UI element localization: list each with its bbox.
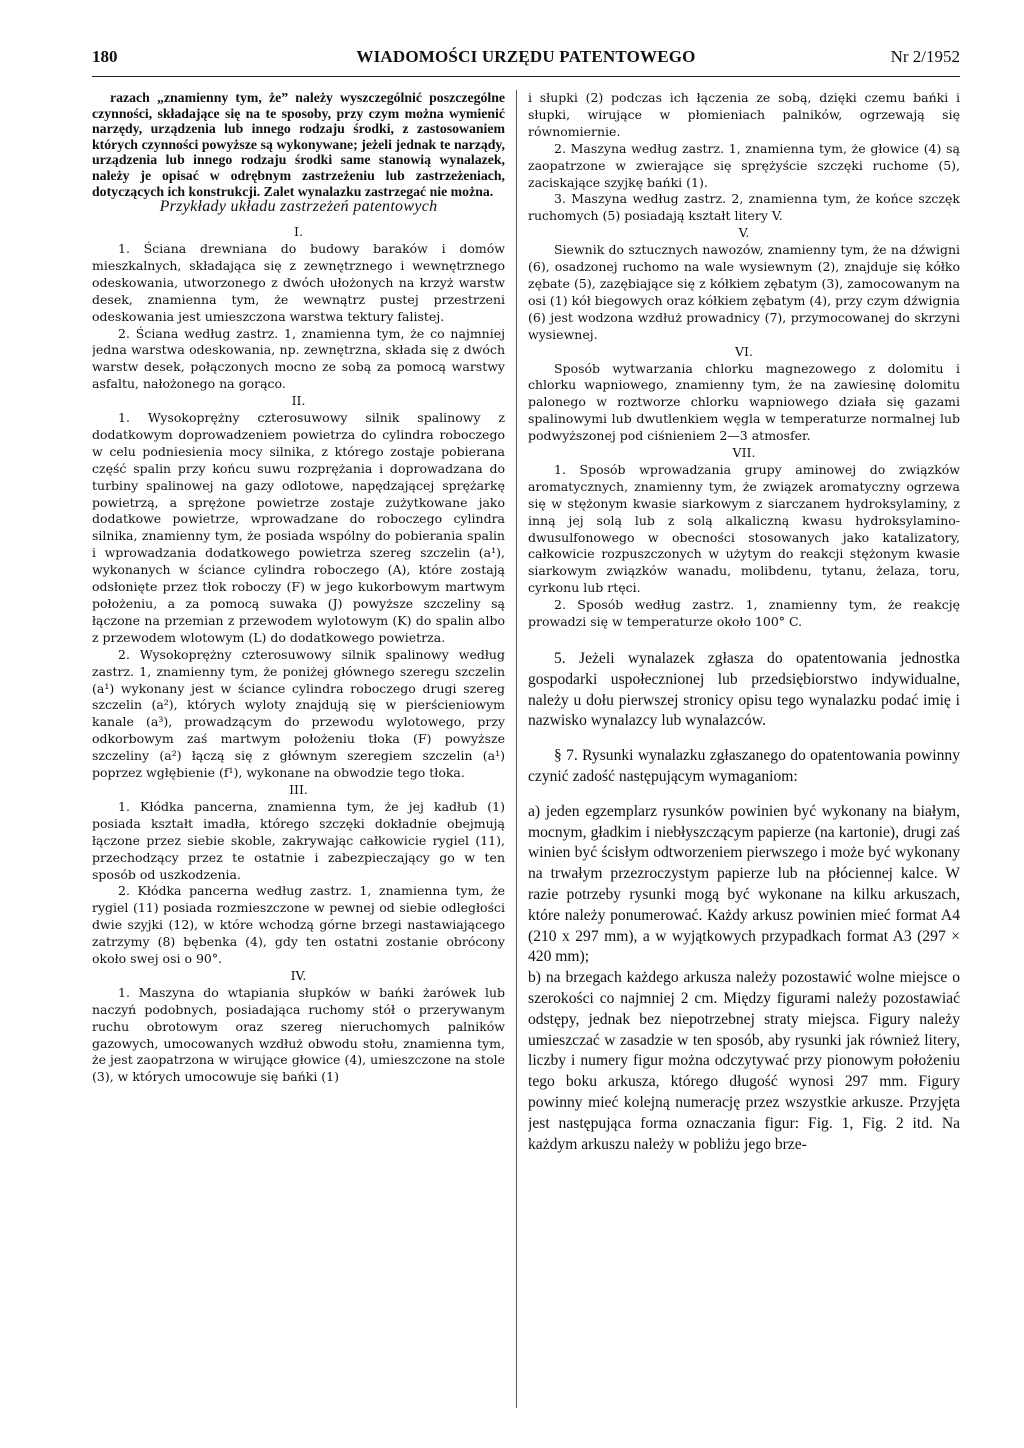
- section-title: Przykłady układu zastrzeżeń patentowych: [159, 198, 438, 216]
- drawing-requirement-a: a) jeden egzemplarz rysunków powinien być wykonany na białym, mocnym, gładkim i niebłyszczącym papierze (na kartonie), drugi zaś winien być ścisłym odtworzeniem pierwszego i może być wykonany na trwałym przezroczystym papierze lub na płóciennej kalce. W razie potrzeby rysunki mogą być wykonane na kilku arkuszach, które należy ponumerować. Każdy arkusz powinien mieć format A4 (210 x 297 mm), a w wyjątkowych przypadkach format A3 (297 × 420 mm);: [528, 802, 960, 966]
- claim-paragraph: i słupki (2) podczas ich łączenia ze sobą, dzięki czemu bańki i słupki, wirujące w płomieniach palników, ogrzewają się równomiernie.: [528, 90, 960, 139]
- claim-paragraph: 1. Maszyna do wtapiania słupków w bańki żarówek lub naczyń podobnych, posiadająca ruchomy stół o przerywanym ruchu obrotowym oraz szereg nieruchomych palników gazowych, umocowanych wzdłuż obwodu stołu, znamienna tym, że jest zaopatrzona w wirujące głowice (4), umieszczone na stole (3), w których umocowuje się bańki (1): [92, 984, 505, 1085]
- claim-paragraph: 2. Ściana według zastrz. 1, znamienna tym, że co najmniej jedna warstwa odeskowania, np. zewnętrzna, składa się z dwóch warstw desek, połączonych mocno ze sobą za pomocą warstwy asfaltu, nałożonego na gorąco.: [92, 325, 505, 392]
- claim-paragraph: 1. Ściana drewniana do budowy baraków i domów mieszkalnych, składająca się z zewnętrznego i wewnętrznego odeskowania, utworzonego z dwóch ułożonych na krzyż warstw desek, znamienna tym, że wewnątrz pustej przestrzeni odeskowania jest umieszczona warstwa tektury falistej.: [92, 240, 505, 324]
- claim-numeral: VI.: [735, 343, 753, 359]
- claim-paragraph: 2. Sposób według zastrz. 1, znamienny tym, że reakcję prowadzi się w temperaturze około 100° C.: [528, 597, 960, 630]
- intro-paragraph: razach „znamienny tym, że” należy wyszczególnić poszczególne czynności, składające się na te sposoby, przy czym można wymienić narzędy, urządzenia lub innego rodzaju środki, z zastosowaniem których czynności powyższe są wykonywane; jeżeli jednak te narządy, urządzenia lub innego rodzaju środki same stanowią wynalazek, należy je opisać w odrębnym zastrzeżeniu lub zastrzeżeniach, dotyczących ich konstrukcji. Zalet wynalazku zastrzegać nie można.: [92, 90, 505, 199]
- claim-numeral: III.: [289, 781, 308, 797]
- claim-numeral: I.: [294, 224, 303, 240]
- claim-paragraph: 2. Wysokoprężny czterosuwowy silnik spalinowy według zastrz. 1, znamienny tym, że poniżej głównego szeregu szczelin (a¹) wykonany jest w ściance cylindra roboczego drugi szereg szczelin (a²), których wyloty znajdują się w pierścieniowym kanale (a³), prowadzącym do przewodu wylotowego, przy odkorbowym zaś martwym położeniu tłoka (F) powyższe szczeliny (a²) łączą się z głównym szeregiem szczelin (a¹) poprzez wgłębienie (f¹), wykonane na obwodzie tego tłoka.: [92, 646, 505, 781]
- point-5-paragraph: 5. Jeżeli wynalazek zgłasza do opatentowania jednostka gospodarki uspołecznionej lub przedsiębiorstwo indywidualne, należy u dołu pierwszej stronicy opisu tego wynalazku podać imię i nazwisko wynalazcy lub wynalazców.: [528, 650, 960, 730]
- claim-paragraph: 1. Sposób wprowadzania grupy aminowej do związków aromatycznych, znamienny tym, że związek aromatyczny ogrzewa się w stężonym kwasie siarkowym z siarczanem hydroksylaminy, z inną jej solą lub z solą alkaliczną kwasu hydroksylamino-dwusulfonowego w obecności stosowanych jako katalizatory, całkowicie rozpuszczonych w użytym do reakcji stężonym kwasie siarkowym związków wanadu, molibdenu, tytanu, żelaza, toru, cyrkonu lub rtęci.: [528, 461, 960, 596]
- right-column: [528, 90, 960, 1412]
- drawing-requirement-b: b) na brzegach każdego arkusza należy pozostawić wolne miejsce o szerokości co najmniej 2 cm. Między figurami należy pozostawiać odstępy, jednak bez niepotrzebnej straty miejsca. Figury należy umieszczać w zasadzie w ten sposób, aby rysunki jak również litery, liczby i numery figur można odczytywać przy pionowym położeniu tego boku arkusza, którego długość wynosi 297 mm. Figury powinny mieć kolejną numerację przez wszystkie arkusze. Przyjęta jest następująca forma oznaczania figur: Fig. 1, Fig. 2 itd. Na każdym arkuszu należy w pobliżu jego brze-: [528, 969, 960, 1153]
- header-rule: [92, 76, 960, 77]
- issue-number: Nr 2/1952: [890, 47, 960, 66]
- journal-title: WIADOMOŚCI URZĘDU PATENTOWEGO: [356, 47, 696, 66]
- claim-paragraph: Sposób wytwarzania chlorku magnezowego z dolomitu i chlorku wapniowego, znamienny tym, że na zawiesinę dolomitu palonego w roztworze chlorku wapniowego działa się gazami spalinowymi lub dwutlenkiem węgla w temperaturze normalnej lub podwyższonej pod ciśnieniem 2—3 atmosfer.: [528, 360, 960, 444]
- claim-paragraph: 2. Kłódka pancerna według zastrz. 1, znamienna tym, że rygiel (11) posiada rozmieszczone w pewnej od siebie odległości dwie szyjki (12), w które wchodzą górne brzegi nastawiającego zatrzymy (8) bębenka (4), gdy ten ostatni zostanie obrócony około swej osi o 90°.: [92, 883, 505, 967]
- claim-numeral: VII.: [732, 445, 756, 461]
- claim-paragraph: 1. Wysokoprężny czterosuwowy silnik spalinowy z dodatkowym doprowadzeniem powietrza do cylindra roboczego w celu podniesienia mocy silnika, z którego zostaje pobierana część spalin przy końcu suwu rozprężania i doprowadzana do turbiny spalinowej na gazy odlotowe, napędzającej sprężarkę powietrzą, a sprężone powietrze zostaje zużytkowane jako dodatkowe powietrze, wprowadzane do roboczego cylindra silnika, znamienny tym, że posiada wspólny do pobierania spalin i wprowadzania dodatkowego powietrza szereg szczelin (a¹), wykonanych w ściance cylindra roboczego (A), które zostają odsłonięte przez tłok roboczy (F) w jego kukorbowym martwym położeniu, a za pomocą suwaka (J) powyższe szczeliny są łączone na przemian z przewodem wylotowym (K) do spalin albo z przewodem wlotowym (L) do dodatkowego powietrza.: [92, 410, 505, 645]
- claim-paragraph: 3. Maszyna według zastrz. 2, znamienna tym, że końce szczęk ruchomych (5) posiadają kształt litery V.: [528, 191, 960, 224]
- claim-numeral: V.: [738, 225, 750, 241]
- claim-numeral: IV.: [290, 967, 307, 983]
- column-divider: [516, 90, 517, 1408]
- running-header: [92, 41, 960, 71]
- claim-paragraph: 1. Kłódka pancerna, znamienna tym, że jej kadłub (1) posiada kształt imadła, którego szczęki dokładnie obejmują łączone przez siebie skoble, zakrywając całkowicie rygiel (11), przechodzący przez te ostatnie i zabezpieczający go w ten sposób od uszkodzenia.: [92, 798, 505, 882]
- claim-paragraph: 2. Maszyna według zastrz. 1, znamienna tym, że głowice (4) są zaopatrzone w zwierające się sprężyście szczęki ruchome (5), zaciskające szyjkę bańki (1).: [528, 140, 960, 190]
- left-column: [92, 90, 505, 1412]
- paragraph-7: § 7. Rysunki wynalazku zgłaszanego do opatentowania powinny czynić zadość następującym wymaganiom:: [528, 747, 960, 785]
- page-number: 180: [92, 47, 118, 66]
- claim-paragraph: Siewnik do sztucznych nawozów, znamienny tym, że na dźwigni (6), osadzonej ruchomo na wale wysiewnym (2), znajduje się kółko zębate (5), zazębiające się z kółkiem zębatym (3), zamocowanym na osi (1) kół biegowych oraz kółkiem zębatym (4), przy czym dźwignia (6) jest wodzona wzdłuż prowadnicy (7), przymocowanej do skrzyni wysiewnej.: [528, 242, 960, 342]
- claim-numeral: II.: [291, 393, 306, 409]
